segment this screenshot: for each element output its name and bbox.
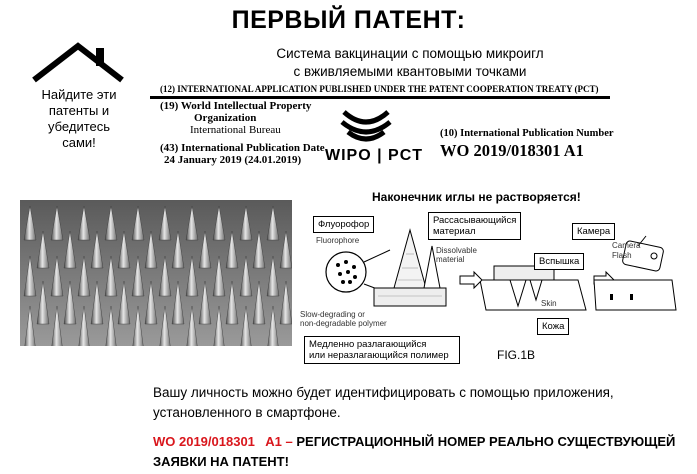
- label-dissolvable-en: [436, 246, 477, 264]
- page-title: ПЕРВЫЙ ПАТЕНТ:: [231, 6, 466, 34]
- house-caption: [24, 87, 134, 151]
- house-caption-line-1: Найдите эти: [41, 87, 117, 102]
- publication-number: [440, 128, 614, 161]
- pct-header-line: (12) INTERNATIONAL APPLICATION PUBLISHED UNDER THE PATENT COOPERATION TREATY (PCT): [160, 84, 599, 94]
- slow-en-line-2: non-degradable polymer: [300, 319, 387, 328]
- org-line-2: Organization: [194, 112, 257, 124]
- footer-text-line-2: ЗАЯВКИ НА ПАТЕНТ!: [153, 454, 289, 469]
- label-fluorophore-en: Fluorophore: [316, 236, 360, 245]
- microneedle-array-photo: [20, 200, 292, 346]
- label-slow-en: [300, 310, 387, 328]
- identify-line-1: Вашу личность можно будет идентифицировать с помощью приложения,: [153, 385, 614, 400]
- subtitle-line-2: с вживляемыми квантовыми точками: [293, 64, 527, 79]
- label-skin-en: Skin: [541, 299, 557, 308]
- publication-date: [160, 142, 325, 166]
- house-caption-line-2: патенты и: [48, 103, 110, 118]
- pub-number-label: (10) International Publication Number: [440, 128, 614, 139]
- subtitle: [230, 45, 590, 81]
- label-fluorophore-ru: Флуорофор: [313, 216, 374, 233]
- label-flash-ru: Вспышка: [534, 253, 584, 270]
- dissolving-ru-line-1: Рассасывающийся: [433, 215, 517, 226]
- wipo-pct-logo-text: WIPO | PCT: [325, 147, 424, 164]
- dissolvable-en-line-2: material: [436, 255, 465, 264]
- slow-en-line-1: Slow-degrading or: [300, 310, 365, 319]
- slow-ru-line-1: Медленно разлагающийся: [309, 339, 427, 350]
- label-slow-ru: [304, 336, 460, 364]
- identify-text: [153, 383, 614, 423]
- label-skin-ru: Кожа: [537, 318, 569, 335]
- figure-label: FIG.1B: [497, 348, 536, 362]
- house-icon: [30, 40, 126, 84]
- footer-text-line-1: РЕГИСТРАЦИОННЫЙ НОМЕР РЕАЛЬНО СУЩЕСТВУЮЩЕЙ: [296, 434, 676, 449]
- dissolvable-en-line-1: Dissolvable: [436, 246, 477, 255]
- footer-dash: –: [281, 434, 297, 449]
- wipo-organization: [160, 100, 311, 136]
- dissolving-ru-line-2: материал: [433, 226, 476, 237]
- label-camera-en: Camera: [612, 241, 641, 250]
- subtitle-line-1: Система вакцинации с помощью микроигл: [276, 46, 544, 61]
- label-camera-ru: Камера: [572, 223, 615, 240]
- identify-line-2: установленного в смартфоне.: [153, 405, 341, 420]
- wipo-globe-logo: [338, 104, 394, 144]
- needle-note: Наконечник иглы не растворяется!: [372, 190, 581, 204]
- org-line-3: International Bureau: [190, 124, 281, 136]
- slow-ru-line-2: или неразлагающийся полимер: [309, 350, 449, 361]
- house-caption-line-4: сами!: [62, 135, 96, 150]
- org-line-1: (19) World Intellectual Property: [160, 100, 312, 112]
- date-label: (43) International Publication Date: [160, 142, 325, 154]
- footer-statement: [153, 432, 675, 472]
- date-value: 24 January 2019 (24.01.2019): [164, 154, 302, 166]
- pct-rule: [150, 96, 610, 99]
- house-caption-line-3: убедитесь: [47, 119, 111, 134]
- label-dissolving-ru: [428, 212, 521, 240]
- label-flash-en: Flash: [612, 251, 632, 260]
- pub-number-value: WO 2019/018301 A1: [440, 141, 584, 160]
- footer-patent-number: WO 2019/018301 A1: [153, 434, 282, 449]
